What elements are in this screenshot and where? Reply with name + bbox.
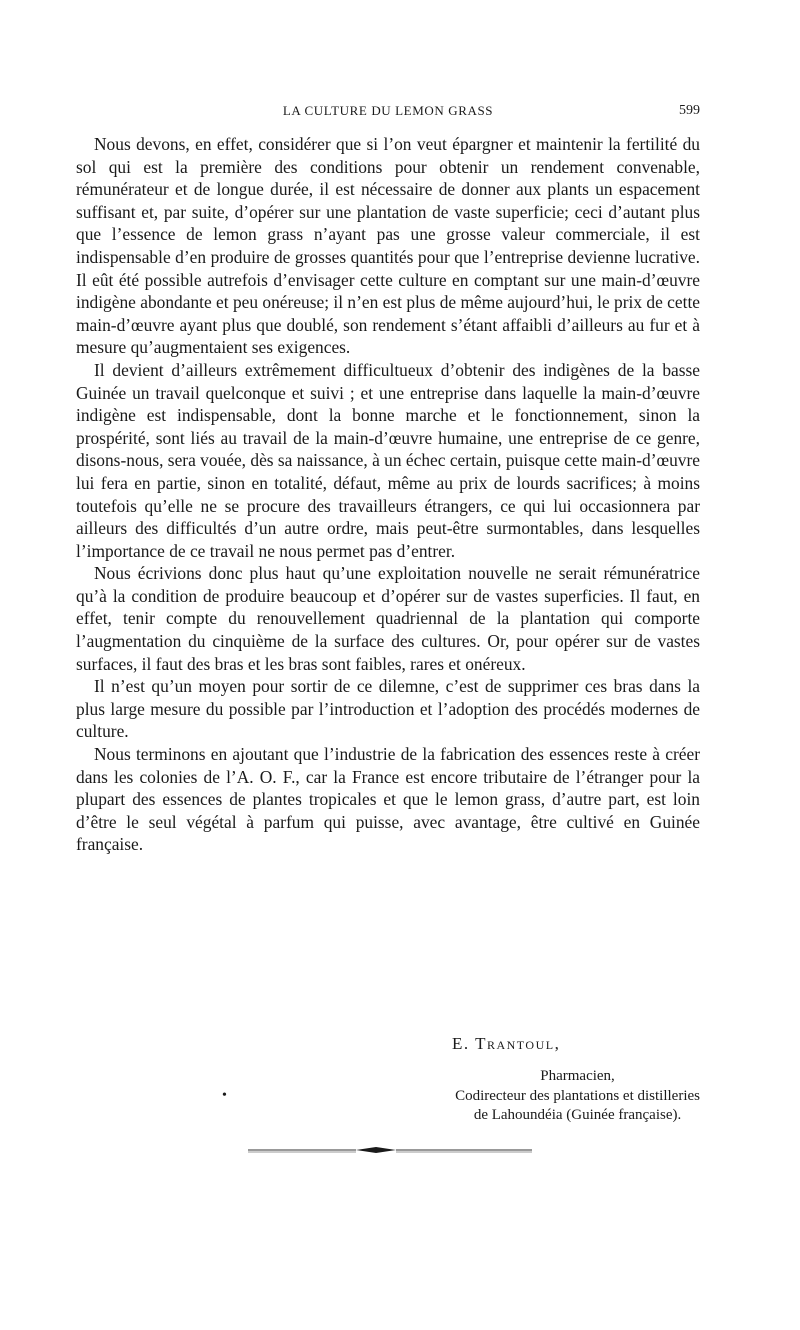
page-header [76, 103, 700, 123]
author-location: de Lahoundéia (Guinée française). [473, 1107, 682, 1123]
running-title: LA CULTURE DU LEMON GRASS [282, 103, 494, 118]
author-title: Pharmacien, [540, 1068, 615, 1084]
body-text [76, 133, 700, 856]
author-position: Codirecteur des plantations et distilleries [455, 1087, 700, 1104]
end-ornament [248, 1144, 532, 1156]
paragraph-4: Il n’est qu’un moyen pour sortir de ce dilemne, c’est de supprimer ces bras dans la plus large mesure du possible par l’introduction et l’adoption des procédés modernes de culture. [76, 676, 700, 742]
document-page [76, 0, 700, 1330]
paragraph-1: Nous devons, en effet, considérer que si l’on veut épargner et maintenir la fertilité du sol qui est la première des conditions pour obtenir un rendement convenable, rémunérateur et de longue durée, il est nécessaire de donner aux plants un espacement suffisant et, par suite, d’opérer sur une plantation de vaste superficie; ceci d’autant plus que l’essence de lemon grass n’ayant pas une grosse valeur commerciale, il est indispensable d’en produire de grosses quantités pour que l’entreprise devienne lucrative. Il eût été possible autrefois d’envisager cette culture en comptant sur une main-d’œuvre indigène abondante et peu onéreuse; il n’en est plus de même aujourd’hui, le prix de cette main-d’œuvre ayant plus que doublé, son rendement s’étant affaibli d’ailleurs au fur et à mesure qu’augmentaient ses exigences. [76, 134, 700, 358]
author-name: E. Trantoul, [452, 1034, 561, 1053]
page-number: 599 [679, 103, 700, 118]
paragraph-2: Il devient d’ailleurs extrêmement difficultueux d’obtenir des indigènes de la basse Guinée un travail quelconque et suivi ; et une entreprise dans laquelle la main-d’œuvre indigène est indispensable, dont la bonne marche et le fonctionnement, sinon la prospérité, sont liés au travail de la main-d’œuvre humaine, une entreprise de ce genre, disons-nous, sera vouée, dès sa naissance, à un échec certain, puisque cette main-d’œuvre lui fera en partie, sinon en totalité, défaut, même au prix de lourds sacrifices; à moins toutefois qu’elle ne se procure des travailleurs étrangers, ce qui lui occasionnera par ailleurs des difficultés d’un autre ordre, mais peut-être surmontables, dans lesquelles l’importance de ce travail ne nous permet pas d’entrer. [76, 359, 700, 561]
author-credentials [455, 1067, 700, 1126]
paragraph-5: Nous terminons en ajoutant que l’industrie de la fabrication des essences reste à créer dans les colonies de l’A. O. F., car la France est encore tributaire de l’étranger pour la plupart des essences de plantes tropicales et que le lemon grass, d’autre part, est loin d’être le seul végétal à parfum qui puisse, avec avantage, être cultivé en Guinée française. [76, 744, 700, 855]
paragraph-3: Nous écrivions donc plus haut qu’une exploitation nouvelle ne serait rémunératrice qu’à la condition de produire beaucoup et d’opérer sur de vastes superficies. Il faut, en effet, tenir compte du renouvellement quadriennal de la plantation qui comporte l’augmentation du cinquième de la surface des cultures. Or, pour opérer sur de vastes surfaces, il faut des bras et les bras sont faibles, rares et onéreux. [76, 563, 700, 674]
stray-mark: • [222, 1088, 227, 1103]
